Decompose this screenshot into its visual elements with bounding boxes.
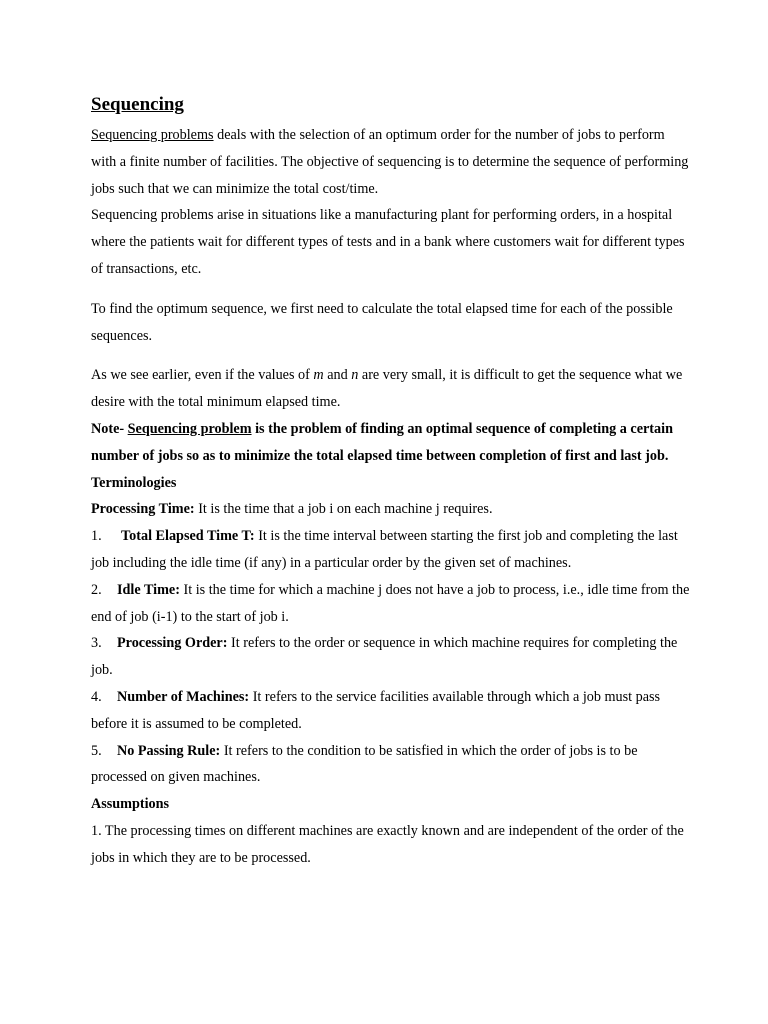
term-item-3 — [91, 630, 691, 684]
term-text: It refers to the service facilities available through which a job must pass before it is assumed to be completed. — [91, 688, 661, 732]
term-item-2 — [91, 577, 691, 631]
document-body — [91, 91, 691, 872]
earlier-text-b: and — [323, 367, 352, 384]
processing-time-label: Processing Time: — [91, 501, 195, 518]
term-item-4 — [91, 684, 691, 738]
term-item-1 — [91, 523, 691, 577]
processing-time-text: It is the time that a job i on each machine j requires. — [194, 501, 493, 518]
assumptions-heading: Assumptions — [91, 796, 170, 813]
note-paragraph — [91, 416, 691, 470]
earlier-paragraph — [91, 362, 691, 416]
var-n: n — [351, 367, 359, 384]
situations-paragraph: Sequencing problems arise in situations like a manufacturing plant for performing orders, in a hospital where the patients wait for different types of tests and in a bank where customers wait for different types of transactions, etc. — [91, 207, 685, 277]
term-text: It is the time for which a machine j does not have a job to process, i.e., idle time from the end of job (i-1) to the start of job i. — [91, 581, 690, 625]
term-label: Processing Order: — [117, 635, 228, 652]
optimum-paragraph: To find the optimum sequence, we first need to calculate the total elapsed time for each of the possible sequences. — [91, 300, 673, 344]
intro-paragraph — [91, 122, 691, 202]
intro-text: deals with the selection of an optimum order for the number of jobs to perform with a finite number of facilities. The objective of sequencing is to determine the sequence of performing jobs such that we can minimize the total cost/time. — [91, 127, 689, 197]
term-label: Total Elapsed Time T: — [121, 528, 255, 545]
assumption-item-1: 1. The processing times on different machines are exactly known and are independent of the order of the jobs in which they are to be processed. — [91, 822, 684, 866]
term-label: Idle Time: — [117, 581, 180, 598]
term-label: No Passing Rule: — [117, 742, 221, 759]
term-text: It is the time interval between starting the first job and completing the last job including the idle time (if any) in a particular order by the given set of machines. — [91, 528, 678, 571]
note-label: Note- — [91, 420, 128, 437]
term-number: 5. — [91, 742, 102, 759]
earlier-text-a: As we see earlier, even if the values of — [91, 367, 314, 384]
processing-time-item — [91, 496, 691, 523]
term-number: 3. — [91, 635, 102, 652]
intro-term: Sequencing problems — [91, 127, 214, 143]
note-term: Sequencing problem — [127, 420, 252, 437]
term-number: 2. — [91, 581, 102, 598]
term-label: Number of Machines: — [117, 688, 250, 705]
term-number: 4. — [91, 688, 102, 705]
terminologies-heading: Terminologies — [91, 474, 177, 491]
earlier-text-c: are very small, it is difficult to get the sequence what we desire with the total minimum elapsed time. — [91, 367, 683, 411]
page-title: Sequencing — [91, 94, 184, 115]
note-text: is the problem of finding an optimal sequence of completing a certain number of jobs so as to minimize the total elapsed time between completion of first and last job. — [91, 420, 673, 464]
term-number: 1. — [91, 528, 102, 545]
term-item-5 — [91, 738, 691, 792]
term-text: It refers to the condition to be satisfied in which the order of jobs is to be processed on given machines. — [91, 742, 638, 786]
term-text: It refers to the order or sequence in which machine requires for completing the job. — [91, 635, 678, 679]
var-m: m — [313, 367, 324, 384]
